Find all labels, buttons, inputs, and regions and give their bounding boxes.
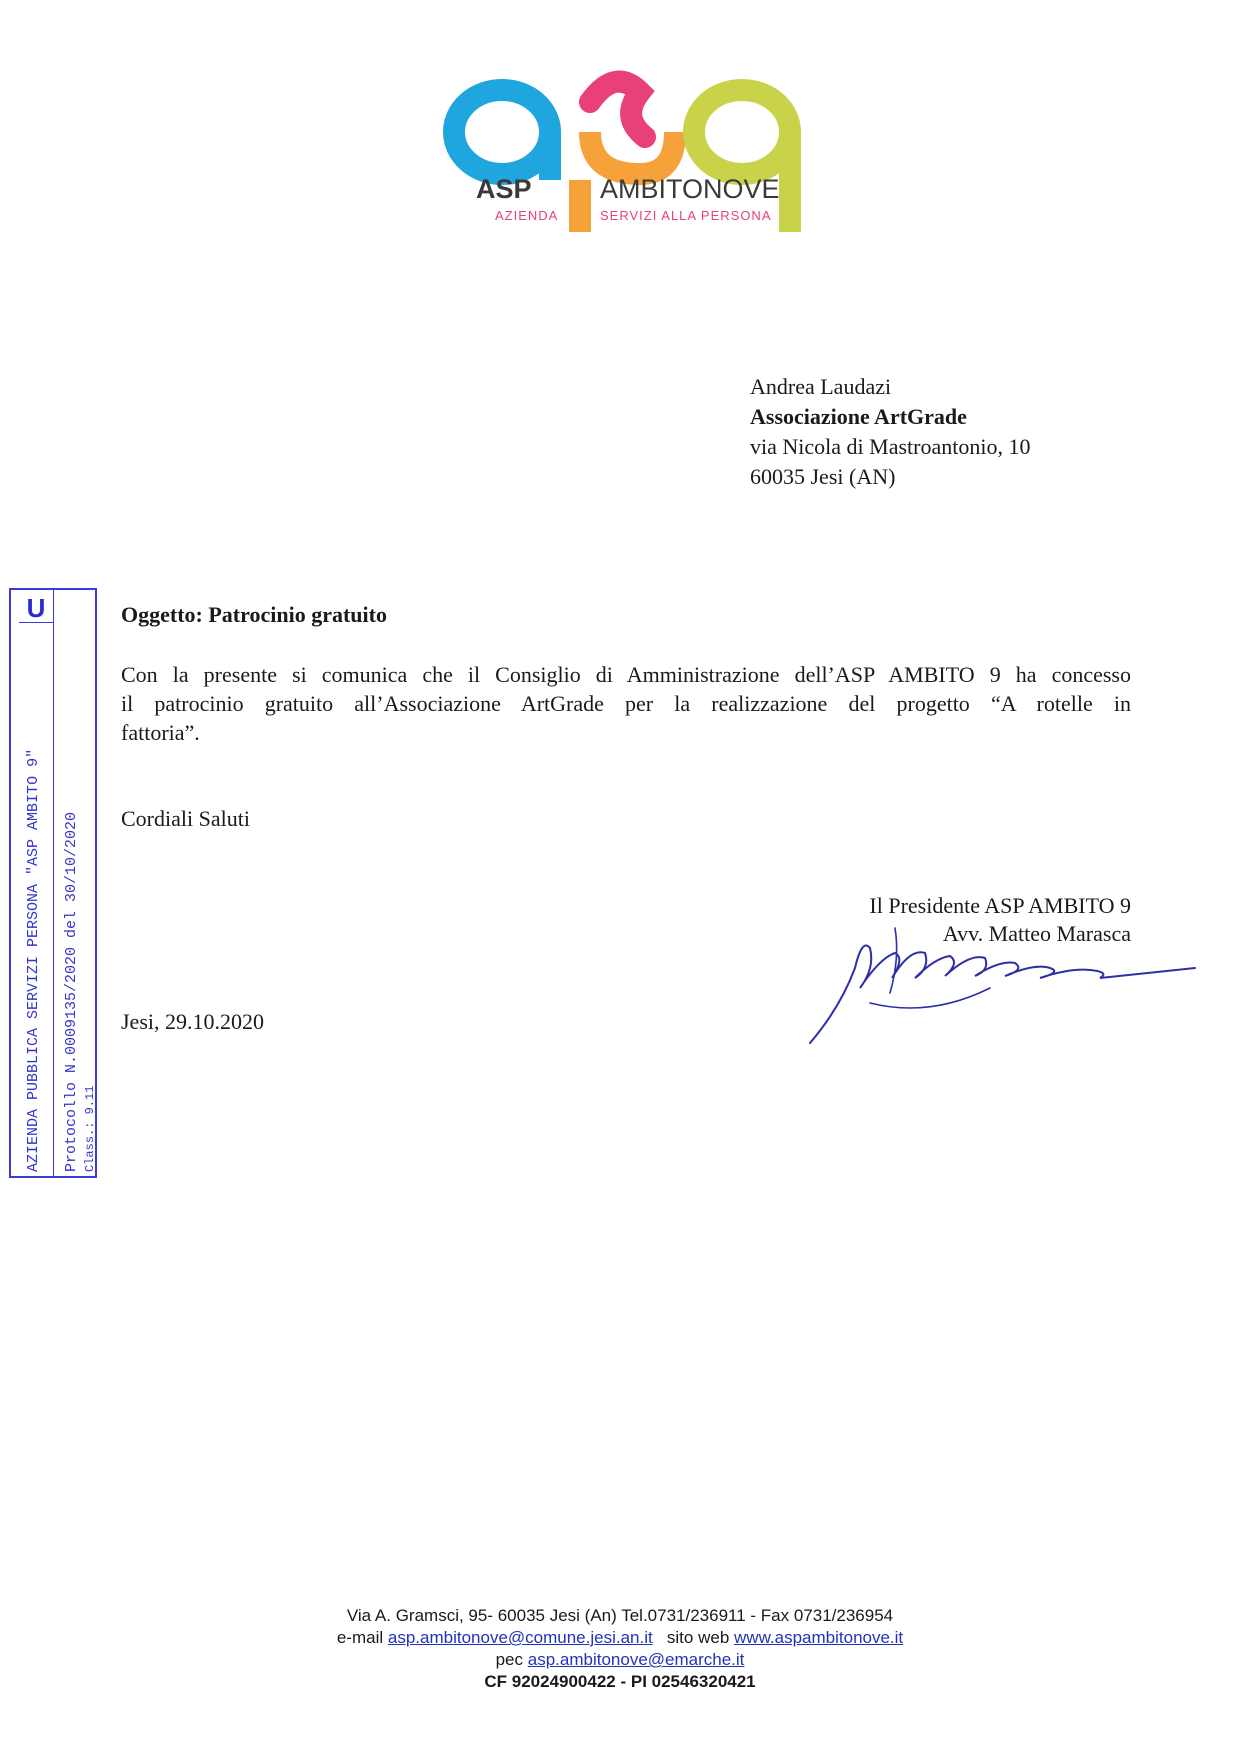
organization-logo xyxy=(440,62,820,234)
stamp-entity-text: AZIENDA PUBBLICA SERVIZI PERSONA "ASP AMBITO 9" xyxy=(25,748,42,1172)
footer-pec-label: pec xyxy=(495,1650,524,1669)
footer-web-link[interactable]: www.aspambitonove.it xyxy=(734,1628,904,1647)
protocol-stamp xyxy=(9,588,97,1178)
logo-asp-text: ASP xyxy=(476,174,532,204)
footer-email-label: e-mail xyxy=(336,1628,384,1647)
logo-ambito-light: NOVE xyxy=(703,174,780,204)
recipient-organization: Associazione ArtGrade xyxy=(750,404,967,429)
letter-greeting: Cordiali Saluti xyxy=(121,806,250,831)
letter-place-date: Jesi, 29.10.2020 xyxy=(121,1009,264,1034)
recipient-address-block xyxy=(750,372,1030,492)
logo-ambito-text xyxy=(600,174,780,205)
signatory-title: Il Presidente ASP AMBITO 9 xyxy=(869,893,1131,918)
recipient-city: 60035 Jesi (AN) xyxy=(750,464,896,489)
recipient-street: via Nicola di Mastroantonio, 10 xyxy=(750,434,1031,459)
recipient-name: Andrea Laudazi xyxy=(750,374,892,399)
signatory-name: Avv. Matteo Marasca xyxy=(942,921,1131,946)
footer-tax-ids: CF 92024900422 - PI 02546320421 xyxy=(484,1672,756,1691)
footer-contacts xyxy=(0,1627,1240,1649)
letter-body-line: Con la presente si comunica che il Consiglio di Amministrazione dell’ASP AMBITO 9 ha concesso xyxy=(121,662,1131,687)
footer-email-link[interactable]: asp.ambitonove@comune.jesi.an.it xyxy=(387,1628,653,1647)
footer-address: Via A. Gramsci, 95- 60035 Jesi (An) Tel.0731/236911 - Fax 0731/236954 xyxy=(346,1606,894,1625)
footer-web-label: sito web xyxy=(666,1628,730,1647)
stamp-direction-letter: U xyxy=(19,594,53,623)
stamp-class-text: Class.: 9.11 xyxy=(83,1085,97,1172)
logo-tagline-right: SERVIZI ALLA PERSONA xyxy=(600,208,772,223)
letterhead-footer xyxy=(0,1605,1240,1693)
letter-subject: Oggetto: Patrocinio gratuito xyxy=(121,602,387,627)
footer-pec-link[interactable]: asp.ambitonove@emarche.it xyxy=(527,1650,745,1669)
logo-ambito-strong: AMBITO xyxy=(600,174,704,204)
letter-body-line: il patrocinio gratuito all’Associazione ArtGrade per la realizzazione del progetto “A rotelle in xyxy=(121,691,1131,716)
letter-body-line: fattoria”. xyxy=(121,720,200,745)
logo-tagline-left: AZIENDA xyxy=(495,208,559,223)
stamp-protocol-text: Protocollo N.0009135/2020 del 30/10/2020 xyxy=(63,811,80,1172)
footer-pec xyxy=(0,1649,1240,1671)
letter-body xyxy=(121,660,1131,747)
handwritten-signature xyxy=(800,908,1200,1048)
